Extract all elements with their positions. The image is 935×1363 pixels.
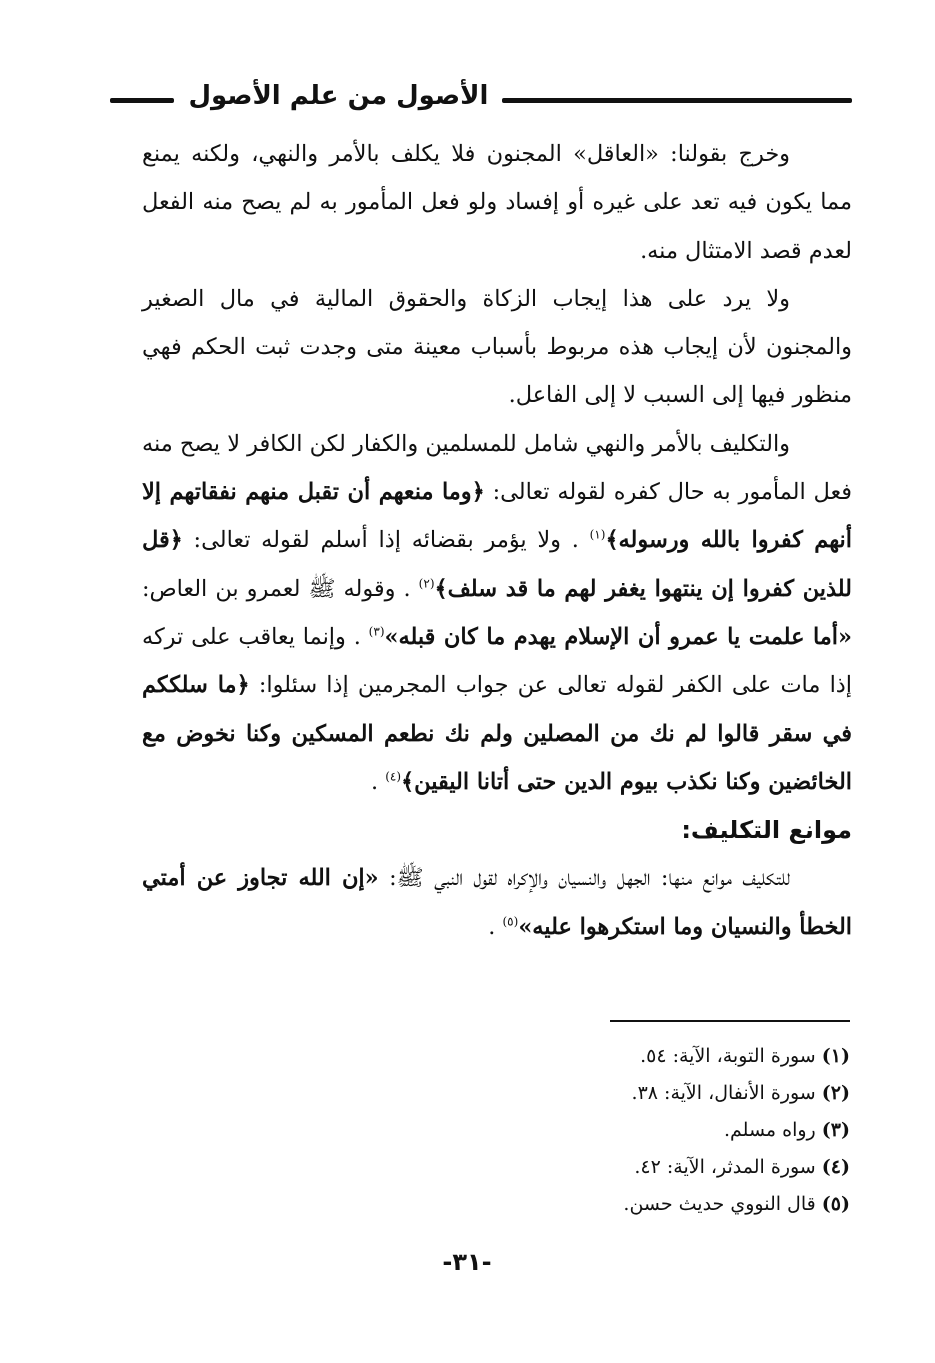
header-rule-right bbox=[502, 98, 852, 103]
running-head-title: الأصول من علم الأصول bbox=[188, 81, 489, 111]
paragraph-4-text-1: للتكليف موانع منها: الجهل والنسيان والإكراه لقول النبي ﷺ: bbox=[378, 865, 790, 892]
hadith-quote-2: «إن الله تجاوز عن أمتي الخطأ والنسيان وما استكرهوا عليه» bbox=[142, 865, 852, 940]
footnote-ref-4: (٤) bbox=[385, 769, 402, 784]
footnote-2 bbox=[400, 1075, 850, 1112]
paragraph-3 bbox=[142, 420, 852, 806]
paragraph-3-text-5: . bbox=[370, 768, 386, 795]
footnote-text: سورة التوبة، الآية: ٥٤. bbox=[640, 1045, 816, 1067]
footnote-ref-5: (٥) bbox=[502, 914, 519, 929]
footnote-3 bbox=[400, 1112, 850, 1149]
footnote-number: (٣) bbox=[821, 1119, 850, 1141]
paragraph-3-text-4: . وإنما يعاقب على تركه إذا مات على الكفر لقوله تعالى عن جواب المجرمين إذا سئلوا: bbox=[142, 623, 852, 699]
footnote-text: سورة المدثر، الآية: ٤٢. bbox=[634, 1156, 816, 1178]
footnote-number: (٢) bbox=[821, 1082, 850, 1104]
footnote-1 bbox=[400, 1038, 850, 1075]
header-rule-left bbox=[110, 98, 174, 103]
quran-quote-2: ﴿قل للذين كفروا إن ينتهوا يغفر لهم ما قد سلف﴾ bbox=[142, 527, 852, 602]
footnote-ref-1: (١) bbox=[589, 527, 606, 542]
hadith-quote-1: «أما علمت يا عمرو أن الإسلام يهدم ما كان قبله» bbox=[384, 623, 852, 650]
footnote-number: (١) bbox=[821, 1045, 850, 1067]
page-number: -٣١- bbox=[442, 1248, 492, 1276]
paragraph-3-text-1: والتكليف بالأمر والنهي شامل للمسلمين والكفار لكن الكافر لا يصح منه فعل المأمور به حال كفره لقوله تعالى: bbox=[142, 430, 852, 506]
footnote-ref-2: (٢) bbox=[418, 576, 435, 591]
paragraph-3-text-3: . وقوله ﷺ لعمرو بن العاص: bbox=[142, 575, 419, 602]
footnote-4 bbox=[400, 1149, 850, 1186]
footnote-ref-3: (٣) bbox=[368, 624, 385, 639]
paragraph-3-text-2: . ولا يؤمر بقضائه إذا أسلم لقوله تعالى: bbox=[182, 527, 590, 554]
footnote-separator bbox=[610, 1020, 850, 1022]
paragraph-2: ولا يرد على هذا إيجاب الزكاة والحقوق المالية في مال الصغير والمجنون لأن إيجاب هذه مربوط بأسباب معينة متى وجدت ثبت الحكم فهي منظور فيها إلى السبب لا إلى الفاعل. bbox=[142, 285, 852, 409]
quran-quote-1: ﴿وما منعهم أن تقبل منهم نفقاتهم إلا أنهم كفروا بالله ورسوله﴾ bbox=[142, 479, 852, 554]
body-text bbox=[142, 130, 852, 951]
footnote-number: (٤) bbox=[821, 1156, 850, 1178]
paragraph-4 bbox=[142, 854, 852, 951]
paragraph-4-text-2: . bbox=[488, 913, 503, 940]
paragraph-1: وخرج بقولنا: «العاقل» المجنون فلا يكلف بالأمر والنهي، ولكنه يمنع مما يكون فيه تعد على غيره أو إفساد ولو فعل المأمور به لم يصح منه الفعل لعدم قصد الامتثال منه. bbox=[142, 141, 852, 264]
footnotes bbox=[400, 1038, 850, 1223]
quran-quote-3: ﴿ما سلككم في سقر قالوا لم نك من المصلين ولم نك نطعم المسكين وكنا نخوض مع الخائضين وكنا نكذب بيوم الدين حتى أتانا اليقين﴾ bbox=[142, 672, 852, 795]
section-heading: موانع التكليف: bbox=[681, 816, 852, 845]
footnote-text: رواه مسلم. bbox=[724, 1119, 816, 1141]
footnote-number: (٥) bbox=[821, 1193, 850, 1215]
running-header bbox=[110, 72, 852, 120]
footnote-text: سورة الأنفال، الآية: ٣٨. bbox=[631, 1082, 816, 1104]
footnote-5 bbox=[400, 1186, 850, 1223]
footnote-text: قال النووي حديث حسن. bbox=[623, 1193, 816, 1215]
